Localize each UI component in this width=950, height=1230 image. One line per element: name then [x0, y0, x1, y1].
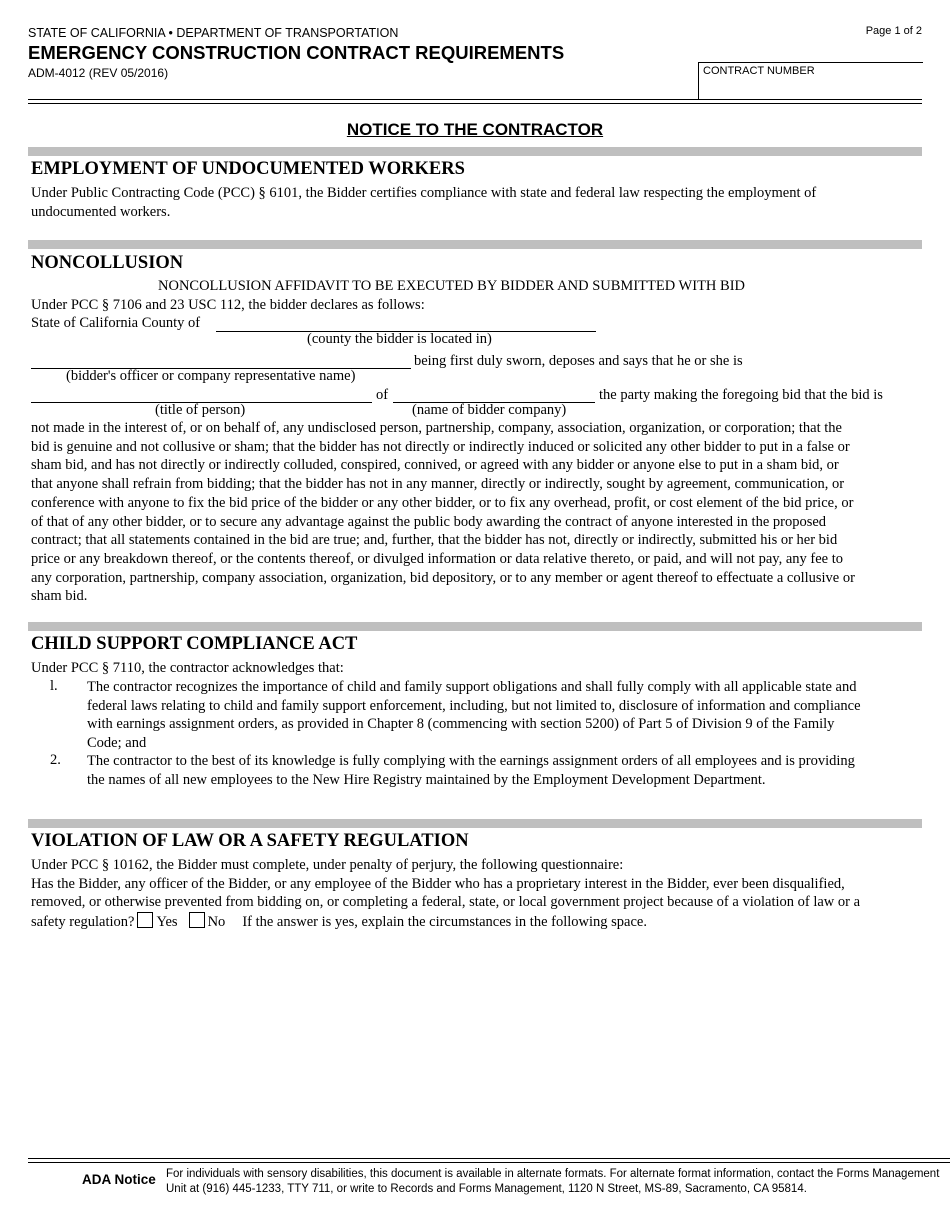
- text-line: not made in the interest of, or on behalf of, any undisclosed person, partnership, company, association, organization, or corporation; that the: [31, 420, 842, 436]
- affidavit-title: NONCOLLUSION AFFIDAVIT TO BE EXECUTED BY BIDDER AND SUBMITTED WITH BID: [158, 278, 745, 294]
- section-bar: [28, 240, 922, 249]
- text-line: removed, or otherwise prevented from bidding on, or completing a federal, state, or local government project because of a violation of law or a: [31, 894, 861, 911]
- text-line: Unit at (916) 445-1233, TTY 711, or write to Records and Forms Management, 1120 N Street, MS-89, Sacramento, CA 95814.: [166, 1182, 807, 1195]
- agency-line: STATE OF CALIFORNIA • DEPARTMENT OF TRANSPORTATION: [28, 26, 399, 40]
- text-line: The contractor to the best of its knowledge is fully complying with the earnings assignment orders of all employees and is providing: [87, 753, 855, 769]
- contract-number-field[interactable]: [698, 62, 923, 100]
- company-caption: (name of bidder company): [412, 402, 567, 418]
- text-line: bid is genuine and not collusive or sham; that the bidder has not directly or indirectly induced or solicited any other bidder to put in a false or: [31, 438, 850, 455]
- explanation-area[interactable]: [31, 942, 922, 1147]
- text-line: For individuals with sensory disabilities, this document is available in alternate formats. For alternate format information, contact the Forms Management: [166, 1168, 940, 1180]
- section-heading-noncollusion: NONCOLLUSION: [31, 253, 184, 273]
- list-number: 2.: [50, 752, 61, 768]
- ada-notice-text: [166, 1167, 939, 1196]
- text-line: Code; and: [87, 735, 147, 752]
- child-support-intro: Under PCC § 7110, the contractor acknowledges that:: [31, 660, 344, 676]
- text-line: Has the Bidder, any officer of the Bidder, or any employee of the Bidder who has a proprietary interest in the Bidder, ever been disqualified,: [31, 875, 845, 892]
- text-line: price or any breakdown thereof, or the contents thereof, or divulged information or data relative thereto, or paid, and will not pay, any fee to: [31, 550, 843, 567]
- text-line: the names of all new employees to the New Hire Registry maintained by the Employment Development Department.: [87, 771, 766, 788]
- text-line: undocumented workers.: [31, 203, 171, 220]
- ada-notice-label: ADA Notice: [82, 1172, 156, 1187]
- county-input[interactable]: [216, 315, 596, 332]
- affidavit-paragraph: [31, 419, 926, 606]
- title-input[interactable]: [31, 386, 372, 403]
- form-number: ADM-4012 (REV 05/2016): [28, 66, 169, 80]
- text-line: Under PCC § 10162, the Bidder must complete, under penalty of perjury, the following questionnaire:: [31, 857, 624, 873]
- no-label: No: [207, 914, 226, 931]
- section-bar: [28, 622, 922, 631]
- company-input[interactable]: [393, 386, 595, 403]
- text-line: that anyone shall refrain from bidding; that the bidder has not in any manner, directly or indirectly, sought by agreement, communication, or: [31, 476, 845, 493]
- text-line: conference with anyone to fix the bid price of the bidder or any other bidder, or to fix any overhead, profit, or cost element of the bid price, or: [31, 494, 854, 511]
- list-number: l.: [50, 678, 58, 694]
- header-divider-2: [28, 103, 922, 104]
- county-caption: (county the bidder is located in): [307, 331, 492, 347]
- of-text: of: [376, 387, 389, 403]
- text-line: The contractor recognizes the importance of child and family support obligations and shall fully comply with all applicable state and: [87, 679, 857, 695]
- no-checkbox[interactable]: [189, 912, 205, 928]
- yes-checkbox[interactable]: [137, 912, 153, 928]
- yes-label: Yes: [156, 914, 178, 931]
- explain-text: If the answer is yes, explain the circumstances in the following space.: [242, 914, 647, 931]
- text-line: any corporation, partnership, company association, organization, bid depository, or to any member or agent thereof to effectuate a collusive or: [31, 569, 855, 586]
- question-line: [31, 912, 926, 932]
- text-line: sham bid.: [31, 588, 88, 605]
- list-item: [87, 678, 861, 753]
- section-bar: [28, 819, 922, 828]
- text-line: with earnings assignment orders, as provided in Chapter 8 (commencing with section 5200) of Part 5 of Division 9 of the Family: [87, 716, 835, 733]
- section-heading-child-support: CHILD SUPPORT COMPLIANCE ACT: [31, 634, 358, 654]
- officer-caption: (bidder's officer or company representative name): [66, 368, 356, 384]
- footer-divider-2: [28, 1162, 950, 1163]
- form-title: EMERGENCY CONSTRUCTION CONTRACT REQUIREMENTS: [28, 42, 565, 63]
- sworn-text: being first duly sworn, deposes and says that he or she is: [414, 353, 743, 369]
- footer-divider: [28, 1158, 950, 1159]
- text-line: Under Public Contracting Code (PCC) § 6101, the Bidder certifies compliance with state and federal law respecting the employment of: [31, 185, 817, 201]
- notice-title: NOTICE TO THE CONTRACTOR: [346, 120, 604, 139]
- text-line: contract; that all statements contained in the bid are true; and, further, that the bidder has not, directly or indirectly, submitted his or her bid: [31, 532, 838, 549]
- declares-text: Under PCC § 7106 and 23 USC 112, the bidder declares as follows:: [31, 297, 425, 313]
- party-text: the party making the foregoing bid that the bid is: [599, 387, 883, 403]
- officer-name-input[interactable]: [31, 352, 411, 369]
- title-caption: (title of person): [155, 402, 246, 418]
- text-line: of that of any other bidder, or to secure any advantage against the public body awarding the contract of anyone interested in the proposed: [31, 513, 827, 530]
- section-bar: [28, 147, 922, 156]
- contract-number-label: CONTRACT NUMBER: [703, 65, 815, 77]
- text-line: sham bid, and has not directly or indirectly colluded, conspired, connived, or agreed with any bidder or anyone else to put in a sham bid, or: [31, 457, 839, 474]
- violation-text: [31, 856, 926, 932]
- section-heading-violation: VIOLATION OF LAW OR A SAFETY REGULATION: [31, 831, 469, 851]
- text-line: federal laws relating to child and family support enforcement, including, but not limited to, disclosure of information and compliance: [87, 697, 861, 714]
- page-number: Page 1 of 2: [865, 25, 922, 37]
- header-divider: [28, 99, 922, 100]
- county-prefix: State of California County of: [31, 315, 201, 331]
- undocumented-text: [31, 184, 816, 221]
- list-item: [87, 752, 855, 789]
- section-heading-undocumented: EMPLOYMENT OF UNDOCUMENTED WORKERS: [31, 159, 465, 179]
- question-prefix: safety regulation?: [31, 914, 135, 931]
